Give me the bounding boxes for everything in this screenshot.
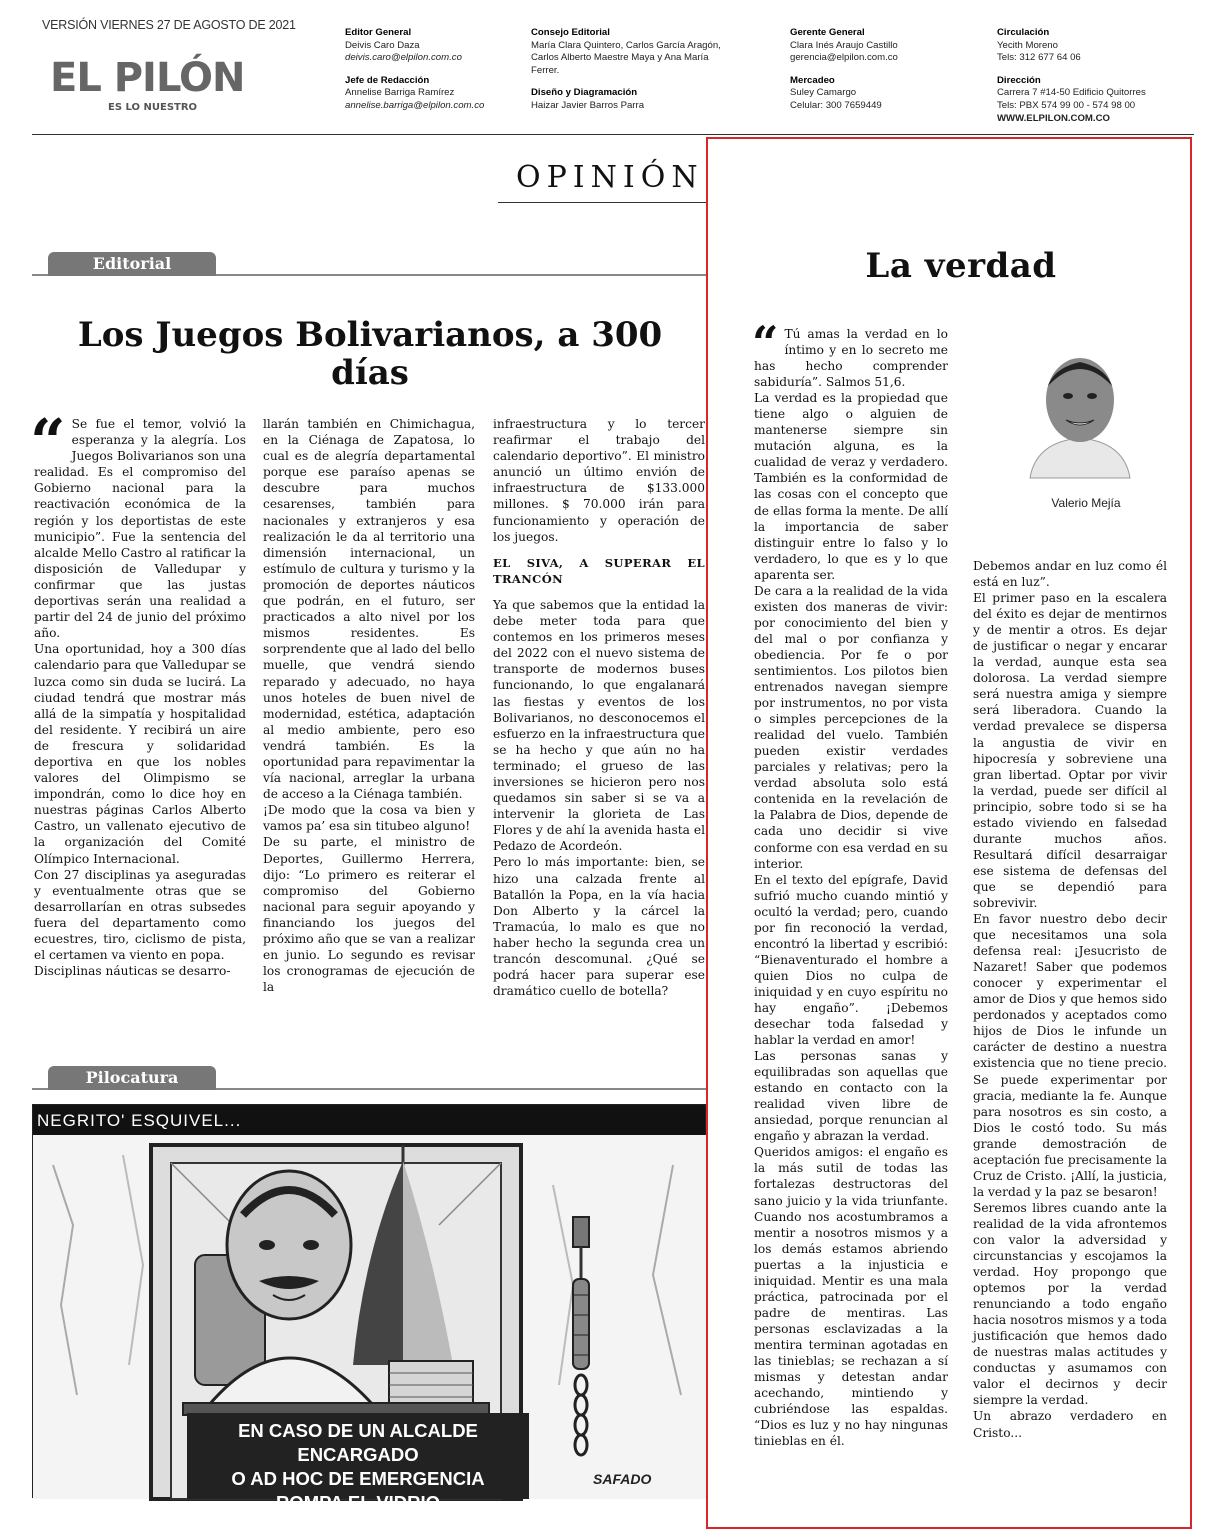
opening-quote-mark: “ [30, 405, 66, 478]
opening-quote-mark: “ [752, 316, 779, 370]
editorial-paragraph: infraestructura y lo tercer reafirmar el trabajo del calendario deportivo”. El ministro anunció un último envión de infraestructura de $133.000 millones. $ 70.000 irán para funcionamiento y operación de los juegos. [493, 417, 705, 544]
editorial-column-1 [30, 405, 246, 979]
staff-phone: Tels: 312 677 64 06 [997, 52, 1081, 64]
opinion-paragraph: En favor nuestro debo decir que necesitamos una sola defensa real: ¡Jesucristo de Nazaret! Saber que podemos conocer y experimentar el amor de Dios y que hemos sido perdonados y aceptados como hijos de Dios le infunde un carácter de destino a nuestra existencia que no tiene precio. Se puede experimentar por gracia, mediante la fe. Aunque para nosotros es sin costo, a Dios le costó todo. Su más grande demostración de aceptación fue precisamente la Cruz de Cristo. ¡Allí, la justicia, la verdad y la paz se besaron! [973, 912, 1167, 1199]
opinion-paragraph: Tú amas la verdad en lo íntimo y en lo secreto me has hecho comprender sabiduría”. Salmos 51,6. [754, 327, 948, 390]
opinion-paragraph: Un abrazo verdadero en Cristo... [973, 1409, 1167, 1440]
section-title: OPINIÓN [516, 160, 704, 195]
editorial-paragraph: De su parte, el ministro de Deportes, Guillermo Herrera, dijo: “Lo primero es reiterar el compromiso del Gobierno nacional para seguir apoyando y financiando los juegos del próximo año que se van a realizar en junio. Lo segundo es revisar los cronogramas de ejecución de la [263, 835, 475, 995]
staff-email[interactable]: gerencia@elpilon.com.co [790, 52, 898, 64]
staff-title: Circulación [997, 27, 1050, 38]
opinion-paragraph: De cara a la realidad de la vida existen dos maneras de vivir: por conocimiento del bien y del mal o por confianza y obediencia. Por fe o por sentimientos. Los pilotos bien entrenados navegan siempre por instrumentos, no por vista o simples percepciones de la realidad del vuelo. También pueden existir verdades parciales y relativas; pero la verdad absoluta solo está contenida en la revelación de la Palabra de Dios, depende de cada uno decidir si vive conforme con esa verdad en su interior. [754, 583, 948, 871]
opinion-column-2 [973, 558, 1167, 1441]
opinion-paragraph: El primer paso en la escalera del éxito es dejar de mentirnos y de mentir a otros. Es dejar de justificar o negar y encarar la verdad, aunque esta sea dolorosa. La verdad siempre será nuestra amiga y siempre será liberadora. Cuando la verdad prevalece se dispersa la angustia de vivir en hipocresía y sobreviene una gran libertad. Optar por vivir la verdad, puede ser difícil al principio, sobre todo si se ha estado viviendo en falsedad durante muchos años. Resultará difícil desarraigar ese sistema de defensas del que se dependió para sobrevivir. [973, 591, 1167, 910]
staff-title: Mercadeo [790, 74, 835, 86]
editorial-paragraph: Pero lo más importante: bien, se hizo una calzada frente al Batallón la Popa, en la vía hacia Don Alberto y la cárcel la Tramacúa, lo malo es que no haber hecho la segunda crea un trancón descomunal. ¿Qué se podrá hacer para superar ese dramático cuello de botella? [493, 855, 705, 999]
staff-address: Carrera 7 #14-50 Edificio Quitorres [997, 87, 1146, 99]
editorial-paragraph: Se fue el temor, volvió la esperanza y la alegría. Los Juegos Bolivarianos son una realidad. Es el compromiso del Gobierno nacional para la reactivación económica de la región y los deportistas de este municipio”. Fue la sentencia del alcalde Mello Castro al ratificar la disposición de Valledupar y confirmar que las justas deportivas serán una realidad a partir del 24 de junio del próximo año. [34, 417, 246, 641]
opinion-paragraph: En el texto del epígrafe, David sufrió mucho cuando mintió y ocultó la verdad; pero, cuando por fin reconoció la verdad, encontró la libertad y escribió: “Bienaventurado el hombre a quien Dios no culpa de iniquidad y en cuyo espíritu no hay engaño”. ¡Debemos desechar toda falsedad y hablar la verdad en amor! [754, 872, 948, 1048]
staff-name: Yecith Moreno [997, 39, 1058, 51]
staff-text: Ferrer. [531, 64, 560, 76]
author-name: Valerio Mejía [1051, 496, 1121, 510]
opinion-paragraph: Queridos amigos: el engaño es la más sutil de todas las fortalezas destructoras del sano juicio y la vida triunfante. Cuando nos acostumbramos a mentir a nosotros mismos y a los demás estamos abriendo puertas a la injusticia e iniquidad. Mentir es una mala práctica, patrocinada por el padre de mentiras. Las personas esclavizadas a la mentira terminan agotadas en las tinieblas; se rechazan a sí mismas y detestan andar acechando, mintiendo y cubriéndose las espaldas. “Dios es luz y no hay ningunas tinieblas en él. [754, 1145, 948, 1449]
editorial-paragraph: Ya que sabemos que la entidad la debe meter toda para que contemos en los primeros meses del 2022 con el nuevo sistema de transporte de modernos buses funcionando, lo que engalanará las fiestas y eventos de los Bolivarianos, no desconocemos el esfuerzo en la infraestructura que se ha hecho y que aún no ha terminado; el grueso de las inversiones se hicieron pero nos quedamos sin saber si se va a intervenir la glorieta de Las Flores y de ahí la avenida hasta el Pedazo de Acordeón. [493, 597, 705, 854]
editorial-label-bar [32, 254, 706, 276]
staff-phone: Tels: PBX 574 99 00 - 574 98 00 [997, 99, 1136, 111]
staff-direccion-block [997, 27, 1187, 125]
editorial-column-3 [493, 416, 705, 999]
editorial-paragraph: llarán también en Chimichagua, en la Ciénaga de Zapatosa, lo cual es de alegría departamental porque ese paraíso apenas se descubre para muchos cesarenses, también para nacionales y extranjeros y esa realización le da al territorio una dimensión internacional, un estímulo de cultura y turismo y la promoción de deportes náuticos que podrán, en el futuro, ser practicados a alto nivel por los mismos residentes. Es sorprendente que al lado del bello muelle, que vendrá siendo reparado y adecuado, no haya unos hoteles de buen nivel de modernidad, estética, adaptación al medio ambiente, pero eso vendrá también. Es la oportunidad para repavimentar la vía nacional, arreglar la urbana de acceso a la Ciénaga también. [263, 417, 475, 802]
cartoonist-signature: SAFADO [593, 1471, 652, 1487]
staff-consejo-block [531, 27, 761, 113]
staff-text: María Clara Quintero, Carlos García Aragón, [531, 39, 721, 51]
staff-name: Annelise Barriga Ramírez [345, 87, 455, 99]
cartoon-label: Pilocatura [48, 1066, 216, 1090]
staff-name: Suley Camargo [790, 87, 857, 99]
cartoon-caption [187, 1419, 529, 1515]
cartoon-caption-line: EN CASO DE UN ALCALDE ENCARGADO [238, 1420, 478, 1465]
editorial-label: Editorial [48, 252, 216, 276]
staff-name: Clara Inés Araujo Castillo [790, 39, 898, 51]
cartoon-caption-line: O AD HOC DE EMERGENCIA [231, 1468, 485, 1489]
opinion-paragraph: Seremos libres cuando ante la realidad de la vida afrontemos con valor la adversidad y circunstancias y escojamos la verdad. Hoy propongo que optemos por la verdad renunciando a todo engaño hacia nosotros mismos y a toda justificación que hemos dado de nuestras malas actitudes y conductas y asumamos con valor el decirnos y decir siempre la verdad. [973, 1200, 1167, 1408]
staff-title: Gerente General [790, 27, 865, 38]
staff-title: Jefe de Redacción [345, 74, 430, 86]
logo-tagline: ES LO NUESTRO [108, 102, 198, 113]
editorial-paragraph: Con 27 disciplinas ya aseguradas y eventualmente otras que se desarrollarían en otras subsedes fuera del departamento como ecuestres, tiro, ciclismo de pista, el certamen va viento en popa. [34, 867, 246, 963]
staff-title: Editor General [345, 27, 412, 38]
editorial-subheading: EL SIVA, A SUPERAR EL TRANCÓN [493, 555, 705, 586]
staff-title: Consejo Editorial [531, 27, 610, 38]
author-photo [1026, 346, 1134, 478]
editorial-paragraph: ¡De modo que la cosa va bien y vamos pa’ esa sin titubeo alguno! [263, 803, 475, 834]
cartoon-caption-line: ROMPA EL VIDRIO [275, 1492, 441, 1513]
cartoon-label-bar [32, 1068, 706, 1090]
staff-editor-block [345, 27, 525, 113]
staff-gerente-block [790, 27, 970, 113]
editorial-headline: Los Juegos Bolivarianos, a 300 días [77, 315, 663, 393]
staff-name: Deivis Caro Daza [345, 39, 420, 51]
staff-title: Diseño y Diagramación [531, 87, 638, 99]
cartoon-image [32, 1104, 706, 1513]
opinion-headline: La verdad [865, 246, 1057, 286]
staff-name: Haizar Javier Barros Parra [531, 99, 645, 111]
editorial-paragraph: Disciplinas náuticas se desarro- [34, 964, 231, 979]
editorial-column-2 [263, 416, 475, 995]
edition-date: VERSIÓN VIERNES 27 DE AGOSTO DE 2021 [42, 18, 296, 32]
staff-text: Carlos Alberto Maestre Maya y Ana María [531, 52, 709, 64]
website-link[interactable]: WWW.ELPILON.COM.CO [997, 112, 1110, 124]
opinion-paragraph: Las personas sanas y equilibradas son aquellas que estando en contacto con la realidad viven libre de ansiedad, porque renuncian al engaño y abrazan la verdad. [754, 1049, 948, 1144]
staff-email[interactable]: annelise.barriga@elpilon.com.co [345, 99, 485, 111]
staff-phone: Celular: 300 7659449 [790, 99, 882, 111]
cartoon-title: NEGRITO' ESQUIVEL... [37, 1111, 242, 1130]
newspaper-logo[interactable]: EL PILÓN [50, 55, 245, 101]
opinion-paragraph: Debemos andar en luz como él está en luz”. [973, 559, 1167, 590]
staff-title: Dirección [997, 74, 1041, 86]
editorial-paragraph: Una oportunidad, hoy a 300 días calendario para que Valledupar se luzca como sin duda se lucirá. La ciudad tendrá que mostrar más allá de la simpatía y hospitalidad del residente. Y recibirá un aire de frescura y solidaridad deportiva en que los nobles valores del Olimpismo se impondrán, como lo dice hoy en nuestras páginas Carlos Alberto Castro, un vallenato ejecutivo de la organización del Comité Olímpico Internacional. [34, 642, 246, 866]
opinion-paragraph: La verdad es la propiedad que tiene algo o alguien de mantenerse siempre sin mutación alguna, es la cualidad de veraz y verdadero. También es la conformidad de las cosas con el concepto que de ellas forma la mente. De allí la importancia de saber distinguir entre lo falso y lo verdadero, lo que es y lo que aparenta ser. [754, 391, 948, 582]
opinion-column-1 [752, 316, 948, 1449]
masthead-divider [32, 134, 1194, 135]
section-title-rule [498, 202, 706, 203]
staff-email[interactable]: deivis.caro@elpilon.com.co [345, 52, 462, 64]
